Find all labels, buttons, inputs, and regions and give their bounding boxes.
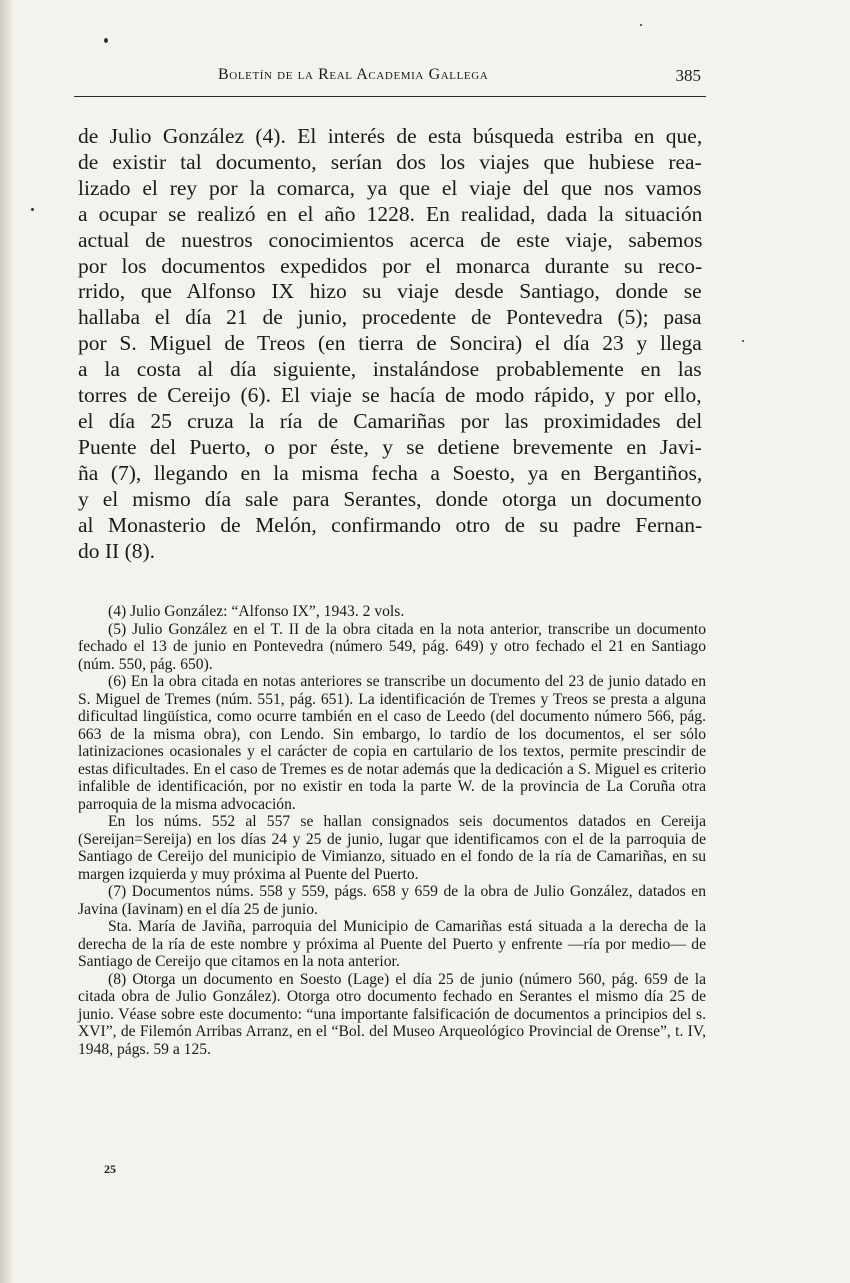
footnote-6-cont: En los núms. 552 al 557 se hallan consignados seis documentos datados en Cereija (Sereijan=Sereija) en los días 24 y 25 de junio, lugar que identificamos con el de la parroquia de Santiago de Cereijo del municipio de Vimianzo, situado en el fondo de la ría de Camariñas, en su margen izquierda y muy próxima al Puente del Puerto. xyxy=(78,813,706,883)
text-line: hallaba el día 21 de junio, procedente de Pontevedra (5); pasa xyxy=(78,305,702,330)
printer-signature: 25 xyxy=(104,1162,116,1176)
main-text xyxy=(78,124,702,564)
running-header xyxy=(78,62,703,90)
text-line: Puente del Puerto, o por éste, y se detiene brevemente en Javi- xyxy=(78,434,702,459)
text-line: lizado el rey por la comarca, ya que el viaje del que nos vamos xyxy=(78,175,702,200)
footnote-7-cont: Sta. María de Javiña, parroquia del Municipio de Camariñas está situada a la derecha de la derecha de la ría de este nombre y próxima al Puente del Puerto y enfrente —ría por medio— de Santiago de Cereijo que citamos en la nota anterior. xyxy=(78,918,706,970)
ink-speck xyxy=(31,208,34,211)
text-line: ña (7), llegando en la misma fecha a Soesto, ya en Bergantiños, xyxy=(78,460,703,485)
footnote-5: (5) Julio González en el T. II de la obra citada en la nota anterior, transcribe un documento fechado el 13 de junio en Pontevedra (número 549, pág. 649) y otro fechado el 21 en Santiago (núm. 550, pág. 650). xyxy=(78,620,706,673)
text-line: a ocupar se realizó en el año 1228. En realidad, dada la situación xyxy=(78,201,703,226)
text-line: rrido, que Alfonso IX hizo su viaje desde Santiago, donde se xyxy=(78,279,702,304)
text-line: el día 25 cruza la ría de Camariñas por las proximidades del xyxy=(78,408,703,433)
page-number: 385 xyxy=(675,66,701,85)
text-line: por S. Miguel de Treos (en tierra de Soncira) el día 23 y llega xyxy=(78,331,702,356)
footnote-4: (4) Julio González: “Alfonso IX”, 1943. 2 vols. xyxy=(108,603,405,620)
text-line: a la costa al día siguiente, instalándose probablemente en las xyxy=(78,357,702,382)
text-line: al Monasterio de Melón, confirmando otro de su padre Fernan- xyxy=(78,512,703,537)
page-edge-shadow xyxy=(0,0,14,1283)
text-line: por los documentos expedidos por el monarca durante su reco- xyxy=(78,253,703,278)
footnote-7: (7) Documentos núms. 558 y 559, págs. 658 y 659 de la obra de Julio González, datados en Javina (Iavinam) en el día 25 de junio. xyxy=(78,883,706,918)
ink-speck xyxy=(640,24,642,26)
ink-speck xyxy=(104,38,108,43)
footnotes xyxy=(78,603,706,1058)
text-line: do II (8). xyxy=(78,538,156,563)
text-line: de Julio González (4). El interés de esta búsqueda estriba en que, xyxy=(78,124,703,148)
text-line: actual de nuestros conocimientos acerca de este viaje, sabemos xyxy=(78,227,703,252)
ink-speck xyxy=(742,340,744,342)
text-line: y el mismo día sale para Serantes, donde otorga un documento xyxy=(78,486,702,511)
header-title: Boletín de la Real Academia Gallega xyxy=(218,66,489,83)
footnote-8: (8) Otorga un documento en Soesto (Lage) el día 25 de junio (número 560, pág. 659 de la citada obra de Julio González). Otorga otro documento fechado en Serantes el mismo día 25 de junio. Véase sobre este documento: “una importante falsificación de documentos a principios del s. XVI”, de Filemón Arribas Arranz, en el “Bol. del Museo Arqueológico Provincial de Orense”, t. IV, 1948, págs. 59 a 125. xyxy=(78,970,706,1058)
footnote-6: (6) En la obra citada en notas anteriores se transcribe un documento del 23 de junio datado en S. Miguel de Tremes (núm. 551, pág. 651). La identificación de Tremes y Treos se presta a alguna dificultad lingüística, como ocurre también en el caso de Leedo (del documento número 566, pág. 663 de la misma obra), con Lendo. Sin embargo, lo tardío de los documentos, el ser sólo latinizaciones ocasionales y el carácter de copia en cartulario de los textos, permite prescindir de estas dificultades. En el caso de Tremes es de notar además que la dedicación a S. Miguel es criterio infalible de identificación, por no existir en toda la parte W. de la provincia de La Coruña otra parroquia de la misma advocación. xyxy=(78,673,706,813)
text-line: de existir tal documento, serían dos los viajes que hubiese rea- xyxy=(78,149,702,174)
text-line: torres de Cereijo (6). El viaje se hacía de modo rápido, y por ello, xyxy=(78,383,702,408)
header-rule xyxy=(74,96,706,97)
